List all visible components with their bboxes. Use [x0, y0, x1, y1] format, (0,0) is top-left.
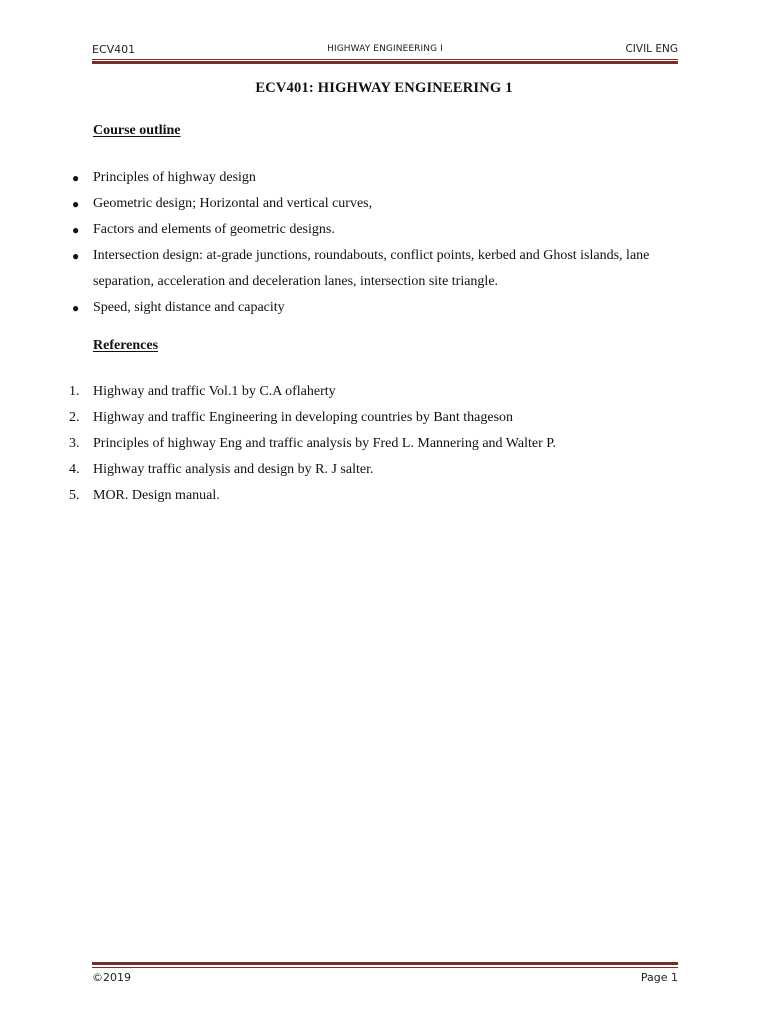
list-item-text: Principles of highway design: [93, 170, 256, 185]
list-number: 3.: [69, 436, 80, 451]
document-title: ECV401: HIGHWAY ENGINEERING 1: [255, 80, 513, 96]
course-outline-list: [72, 165, 673, 321]
list-item-text: Highway traffic analysis and design by R. J salter.: [93, 462, 374, 477]
list-item-text: Speed, sight distance and capacity: [93, 300, 285, 315]
list-item-text: Highway and traffic Engineering in developing countries by Bant thageson: [93, 410, 514, 425]
list-item: [69, 405, 673, 431]
list-item: [72, 165, 673, 191]
list-item: [72, 217, 673, 243]
list-item-text: Principles of highway Eng and traffic analysis by Fred L. Mannering and Walter P.: [93, 436, 556, 451]
list-item: [72, 243, 673, 295]
footer-rule-thin: [92, 967, 678, 968]
footer-copyright: ©2019: [92, 971, 131, 984]
list-item: [72, 295, 673, 321]
list-item-text: Highway and traffic Vol.1 by C.A oflaherty: [93, 384, 336, 399]
list-number: 4.: [69, 462, 80, 477]
list-item-text: MOR. Design manual.: [93, 488, 220, 503]
list-item: [69, 483, 673, 509]
header-course-title: HIGHWAY ENGINEERING I: [327, 44, 443, 54]
footer-rule-thick: [92, 962, 678, 965]
list-number: 1.: [69, 384, 80, 399]
footer-page-number: Page 1: [640, 971, 678, 984]
bullet-icon: ●: [72, 197, 80, 211]
course-outline-heading: Course outline: [93, 123, 181, 138]
page-header: [92, 43, 678, 59]
list-number: 5.: [69, 488, 80, 503]
list-item: [69, 379, 673, 405]
header-department: CIVIL ENG: [625, 43, 678, 55]
bullet-icon: ●: [72, 249, 80, 263]
header-course-code: ECV401: [92, 43, 136, 56]
references-list: [69, 379, 673, 509]
list-item-text: Factors and elements of geometric designs.: [93, 222, 335, 237]
list-item-text: Geometric design; Horizontal and vertical curves,: [93, 196, 373, 211]
list-item: [69, 457, 673, 483]
bullet-icon: ●: [72, 301, 80, 315]
bullet-icon: ●: [72, 171, 80, 185]
header-rule: [92, 59, 678, 65]
header-rule-thin: [92, 59, 678, 60]
list-item: [72, 191, 673, 217]
list-number: 2.: [69, 410, 80, 425]
list-item: [69, 431, 673, 457]
list-item-text: Intersection design: at-grade junctions, roundabouts, conflict points, kerbed and Ghost islands, lane separation, acceleration and deceleration lanes, intersection site triangle.: [93, 248, 650, 289]
page-footer: [92, 971, 678, 987]
header-rule-thick: [92, 61, 678, 64]
footer-rule: [92, 962, 678, 968]
bullet-icon: ●: [72, 223, 80, 237]
references-heading: References: [93, 338, 159, 353]
